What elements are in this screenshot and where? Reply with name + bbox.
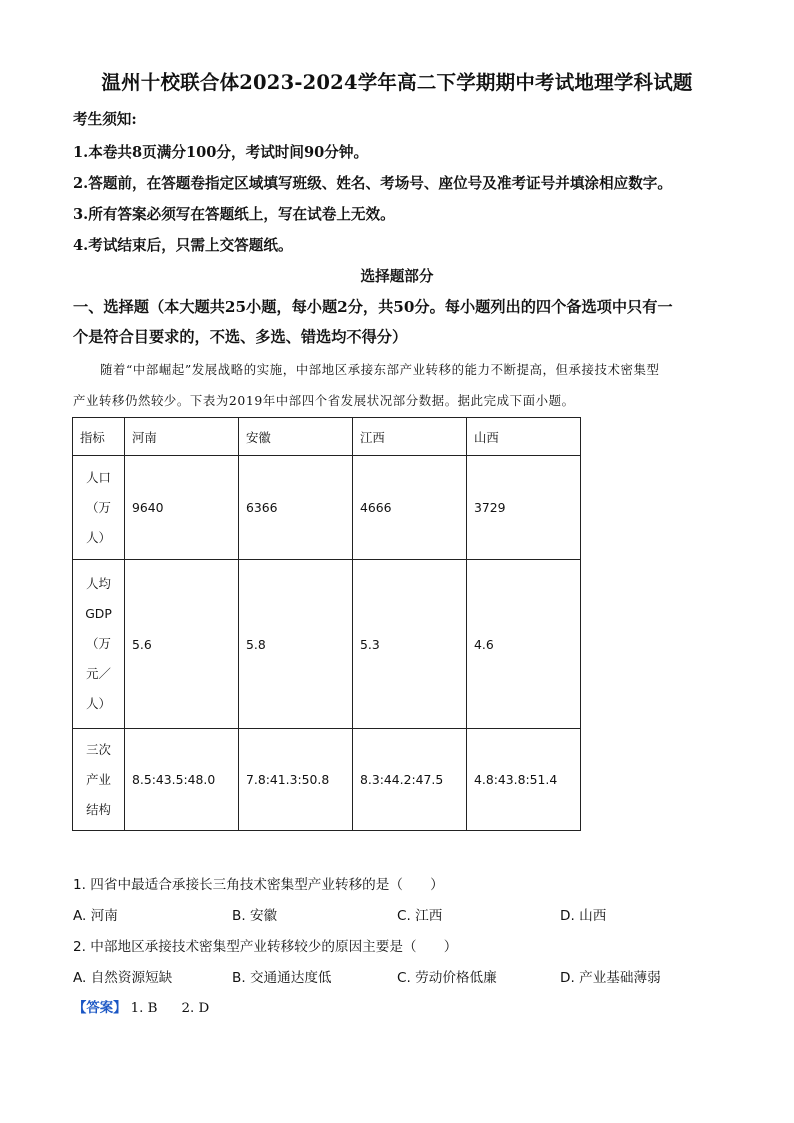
question-2-option-b: B. 交通通达度低 bbox=[232, 970, 332, 986]
table-row bbox=[73, 456, 581, 560]
table-header-cell: 江西 bbox=[353, 418, 467, 456]
row-label-line: GDP bbox=[85, 606, 112, 621]
notice-item-3: 3.所有答案必须写在答题纸上，写在试卷上无效。 bbox=[73, 206, 395, 223]
question-2-option-a: A. 自然资源短缺 bbox=[73, 970, 173, 986]
page-title: 温州十校联合体2023-2024学年高二下学期期中考试地理学科试题 bbox=[101, 71, 693, 94]
question-1-option-a: A. 河南 bbox=[73, 908, 118, 924]
row-label-line: 人） bbox=[86, 529, 111, 545]
question-2-text: 2. 中部地区承接技术密集型产业转移较少的原因主要是（ ） bbox=[73, 939, 458, 955]
province-data-table bbox=[72, 417, 581, 831]
notice-item-4: 4.考试结束后，只需上交答题纸。 bbox=[73, 237, 293, 254]
question-1-text: 1. 四省中最适合承接长三角技术密集型产业转移的是（ ） bbox=[73, 877, 444, 893]
section-title: 选择题部分 bbox=[360, 268, 434, 285]
row-label bbox=[73, 729, 125, 831]
question-2-option-c: C. 劳动价格低廉 bbox=[397, 970, 497, 986]
table-row bbox=[73, 560, 581, 729]
table-header-cell: 指标 bbox=[73, 418, 125, 456]
question-2-option-d: D. 产业基础薄弱 bbox=[560, 970, 661, 986]
row-label-line: 人） bbox=[86, 696, 111, 711]
table-header-row bbox=[73, 418, 581, 456]
stem-line-1: 随着“中部崛起”发展战略的实施，中部地区承接东部产业转移的能力不断提高，但承接技术密集型 bbox=[100, 362, 660, 377]
table-cell: 7.8:41.3:50.8 bbox=[239, 729, 353, 831]
table-header-cell: 安徽 bbox=[239, 418, 353, 456]
table-cell: 5.6 bbox=[125, 560, 239, 729]
answer-tag: 【答案】 bbox=[73, 1001, 127, 1016]
answer-2: 2. D bbox=[181, 1001, 210, 1016]
row-label-line: （万 bbox=[86, 636, 111, 651]
part-intro-line-2: 个是符合目要求的，不选、多选、错选均不得分） bbox=[73, 328, 408, 346]
stem-line-2: 产业转移仍然较少。下表为2019年中部四个省发展状况部分数据。据此完成下面小题。 bbox=[73, 393, 575, 408]
table-cell: 5.8 bbox=[239, 560, 353, 729]
table-cell: 8.5:43.5:48.0 bbox=[125, 729, 239, 831]
row-label-line: 人口 bbox=[86, 469, 111, 485]
table-cell: 8.3:44.2:47.5 bbox=[353, 729, 467, 831]
question-1-option-b: B. 安徽 bbox=[232, 908, 278, 924]
table-cell: 4.6 bbox=[467, 560, 581, 729]
table-cell: 6366 bbox=[239, 456, 353, 560]
notice-heading: 考生须知: bbox=[73, 111, 137, 128]
row-label-line: 三次 bbox=[86, 741, 111, 757]
row-label bbox=[73, 560, 125, 729]
part-intro-line-1: 一、选择题（本大题共25小题，每小题2分，共50分。每小题列出的四个备选项中只有一 bbox=[73, 298, 673, 316]
question-1-option-c: C. 江西 bbox=[397, 908, 443, 924]
notice-item-1: 1.本卷共8页满分100分，考试时间90分钟。 bbox=[73, 144, 369, 161]
table-row bbox=[73, 729, 581, 831]
row-label-line: 元／ bbox=[86, 666, 111, 681]
row-label-line: （万 bbox=[86, 499, 111, 515]
table-cell: 4666 bbox=[353, 456, 467, 560]
row-label-line: 人均 bbox=[86, 576, 111, 591]
table-cell: 5.3 bbox=[353, 560, 467, 729]
table-cell: 3729 bbox=[467, 456, 581, 560]
table-header-cell: 河南 bbox=[125, 418, 239, 456]
table-header-cell: 山西 bbox=[467, 418, 581, 456]
row-label-line: 产业 bbox=[86, 771, 111, 787]
row-label bbox=[73, 456, 125, 560]
row-label-line: 结构 bbox=[86, 801, 111, 817]
table-cell: 9640 bbox=[125, 456, 239, 560]
question-1-option-d: D. 山西 bbox=[560, 908, 607, 924]
notice-item-2: 2.答题前，在答题卷指定区域填写班级、姓名、考场号、座位号及准考证号并填涂相应数字。 bbox=[73, 175, 672, 192]
table-cell: 4.8:43.8:51.4 bbox=[467, 729, 581, 831]
answer-1: 1. B bbox=[130, 1001, 158, 1016]
answer-line bbox=[73, 997, 209, 1016]
